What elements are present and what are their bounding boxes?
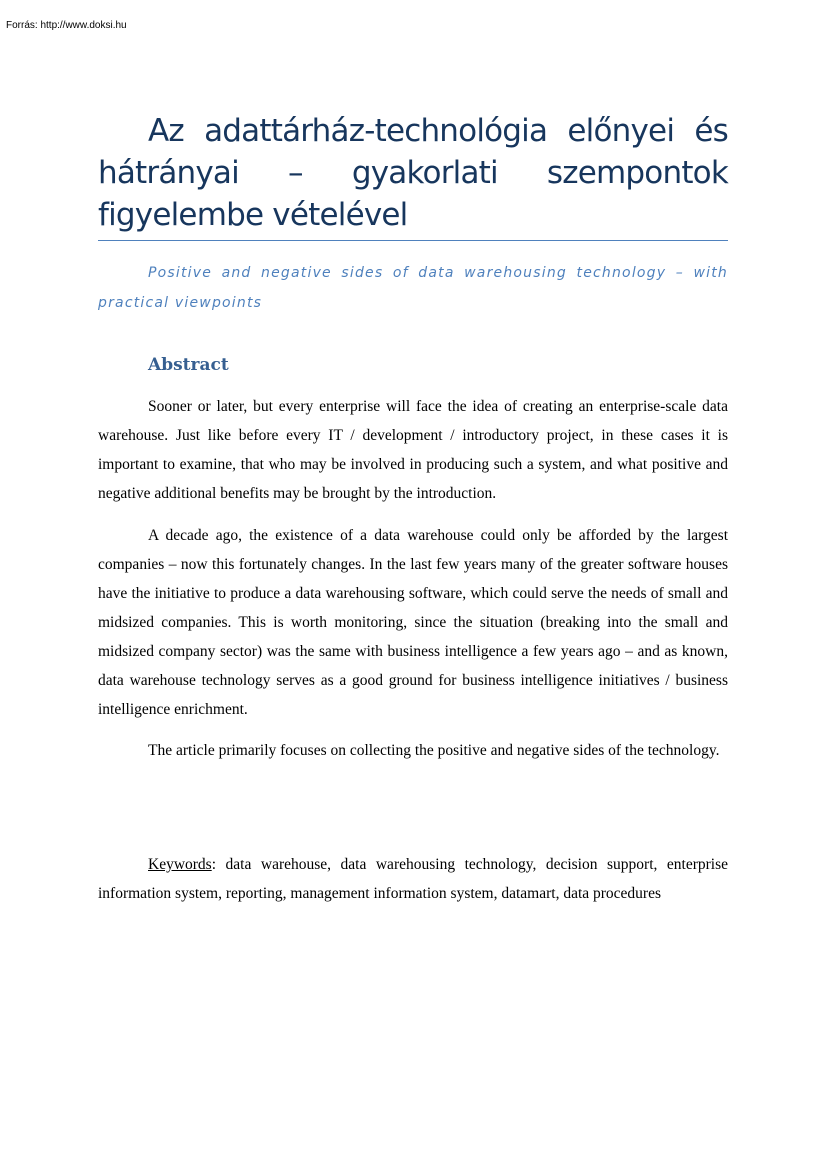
abstract-paragraph-1: Sooner or later, but every enterprise will face the idea of creating an enterprise-scale data warehouse. Just like before every IT / development / introductory project, in these cases it is important to examine, that who may be involved in producing such a system, and what positive and negative additional benefits may be brought by the introduction.	[98, 398, 728, 502]
source-line: Forrás: http://www.doksi.hu	[6, 20, 127, 31]
keywords-separator: :	[211, 856, 226, 873]
abstract-paragraph-3: The article primarily focuses on collecting the positive and negative sides of the technology.	[148, 742, 720, 759]
abstract-paragraph-2: A decade ago, the existence of a data warehouse could only be afforded by the largest companies – now this fortunately changes. In the last few years many of the greater software houses have the initiative to produce a data warehousing software, which could serve the needs of small and midsized companies. This is worth monitoring, since the situation (breaking into the small and midsized company sector) was the same with business intelligence a few years ago – and as known, data warehouse technology serves as a good ground for business intelligence initiatives / business intelligence enrichment.	[98, 527, 728, 718]
abstract-heading: Abstract	[148, 355, 229, 375]
english-subtitle: Positive and negative sides of data warehousing technology – with practical viewpoints	[98, 265, 728, 311]
paper-title: Az adattárház-technológia előnyei és hátrányai – gyakorlati szempontok figyelembe vételével	[98, 110, 728, 241]
keywords-label: Keywords	[148, 856, 212, 873]
keywords-text: data warehouse, data warehousing technology, decision support, enterprise information system, reporting, management information system, datamart, data procedures	[98, 856, 728, 902]
keywords-paragraph	[98, 850, 728, 908]
